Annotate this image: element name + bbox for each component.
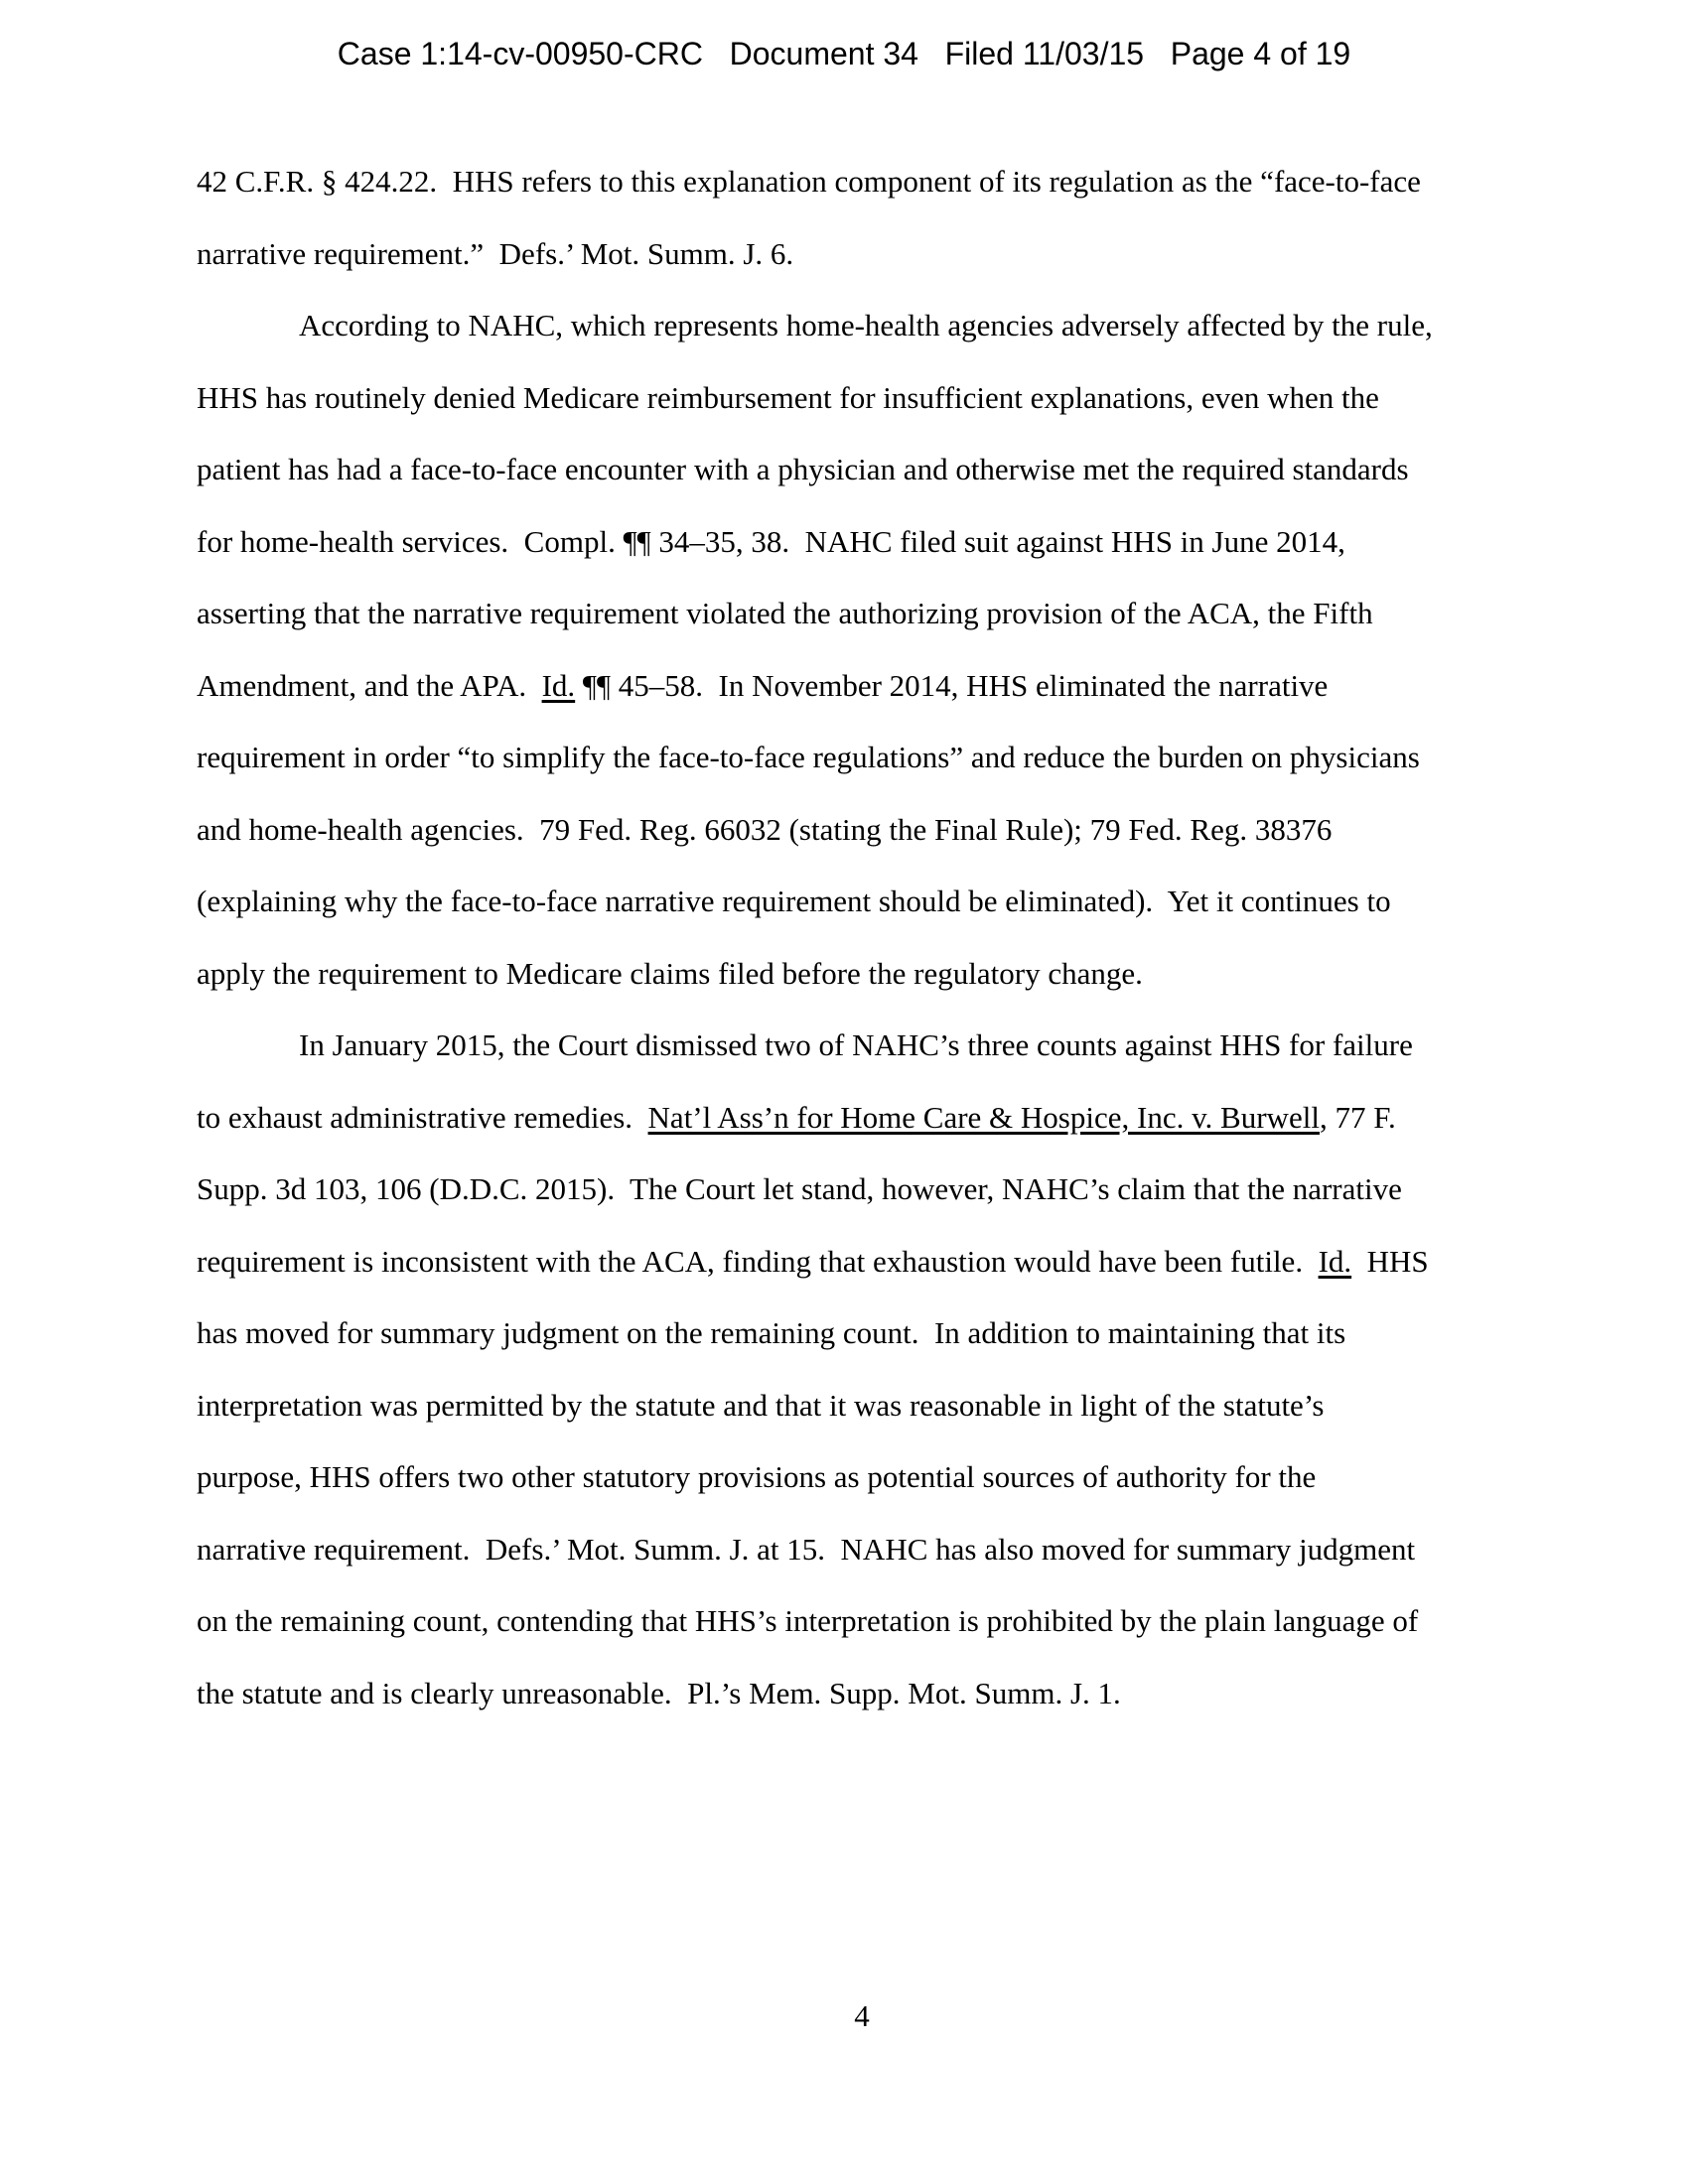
text-line xyxy=(197,1370,1527,1442)
text-line xyxy=(197,1226,1527,1298)
text-segment: HHS xyxy=(1351,1243,1429,1279)
text-segment: apply the requirement to Medicare claims filed before the regulatory change. xyxy=(197,955,1143,991)
underlined-citation: Id. xyxy=(1318,1243,1352,1279)
text-segment: requirement in order “to simplify the face-to-face regulations” and reduce the burden on physicians xyxy=(197,740,1420,774)
text-segment: has moved for summary judgment on the remaining count. In addition to maintaining that its xyxy=(197,1315,1346,1350)
text-line xyxy=(197,722,1527,794)
text-segment: narrative requirement. Defs.’ Mot. Summ. J. at 15. NAHC has also moved for summary judgment xyxy=(197,1531,1416,1567)
text-line xyxy=(197,1082,1527,1155)
text-line xyxy=(197,794,1527,867)
text-segment: In January 2015, the Court dismissed two of NAHC’s three counts against HHS for failure xyxy=(299,1027,1413,1062)
text-line xyxy=(197,146,1527,218)
text-line xyxy=(197,578,1527,650)
text-line xyxy=(197,290,1527,362)
text-line xyxy=(197,866,1527,938)
text-line xyxy=(197,1585,1527,1658)
text-segment: the statute and is clearly unreasonable. Pl.’s Mem. Supp. Mot. Summ. J. 1. xyxy=(197,1675,1121,1710)
underlined-citation: Id. xyxy=(541,667,576,703)
text-line xyxy=(197,434,1527,506)
text-segment: purpose, HHS offers two other statutory provisions as potential sources of authority for the xyxy=(197,1459,1317,1494)
text-segment: Amendment, and the APA. xyxy=(197,667,542,703)
text-segment: ¶¶ 45–58. In November 2014, HHS eliminated the narrative xyxy=(575,667,1329,703)
text-line xyxy=(197,1514,1527,1586)
text-line xyxy=(197,938,1527,1011)
underlined-citation: Nat’l Ass’n for Home Care & Hospice, Inc. v. Burwell xyxy=(647,1099,1320,1135)
text-segment: to exhaust administrative remedies. xyxy=(197,1099,648,1135)
text-segment: According to NAHC, which represents home-health agencies adversely affected by the rule, xyxy=(299,308,1433,342)
text-line xyxy=(197,1658,1527,1730)
text-line xyxy=(197,1297,1527,1370)
text-segment: for home-health services. Compl. ¶¶ 34–35, 38. NAHC filed suit against HHS in June 2014, xyxy=(197,523,1345,559)
text-segment: narrative requirement.” Defs.’ Mot. Summ. J. 6. xyxy=(197,235,794,271)
text-segment: , 77 F. xyxy=(1319,1099,1396,1135)
text-segment: 42 C.F.R. § 424.22. HHS refers to this explanation component of its regulation as the “face-to-face xyxy=(197,164,1421,199)
text-line xyxy=(197,218,1527,291)
text-segment: asserting that the narrative requirement violated the authorizing provision of the ACA, the Fifth xyxy=(197,596,1373,630)
text-segment: requirement is inconsistent with the ACA, finding that exhaustion would have been futile. xyxy=(197,1243,1319,1279)
text-segment: and home-health agencies. 79 Fed. Reg. 66032 (stating the Final Rule); 79 Fed. Reg. 38376 xyxy=(197,811,1333,847)
text-segment: Supp. 3d 103, 106 (D.D.C. 2015). The Court let stand, however, NAHC’s claim that the narrative xyxy=(197,1171,1402,1206)
text-segment: interpretation was permitted by the statute and that it was reasonable in light of the statute’s xyxy=(197,1387,1325,1423)
text-line xyxy=(197,362,1527,435)
text-segment: (explaining why the face-to-face narrative requirement should be eliminated). Yet it continues to xyxy=(197,884,1391,918)
text-segment: HHS has routinely denied Medicare reimbursement for insufficient explanations, even when the xyxy=(197,379,1379,415)
text-line xyxy=(197,1010,1527,1082)
text-line xyxy=(197,650,1527,723)
case-caption-header: Case 1:14-cv-00950-CRC Document 34 Filed 11/03/15 Page 4 of 19 xyxy=(337,36,1351,71)
text-line xyxy=(197,1154,1527,1226)
page-number: 4 xyxy=(854,1998,870,2033)
document-body xyxy=(197,146,1527,1729)
text-line xyxy=(197,1441,1527,1514)
text-line xyxy=(197,506,1527,579)
text-segment: patient has had a face-to-face encounter with a physician and otherwise met the required standards xyxy=(197,452,1409,486)
text-segment: on the remaining count, contending that HHS’s interpretation is prohibited by the plain language of xyxy=(197,1603,1419,1638)
